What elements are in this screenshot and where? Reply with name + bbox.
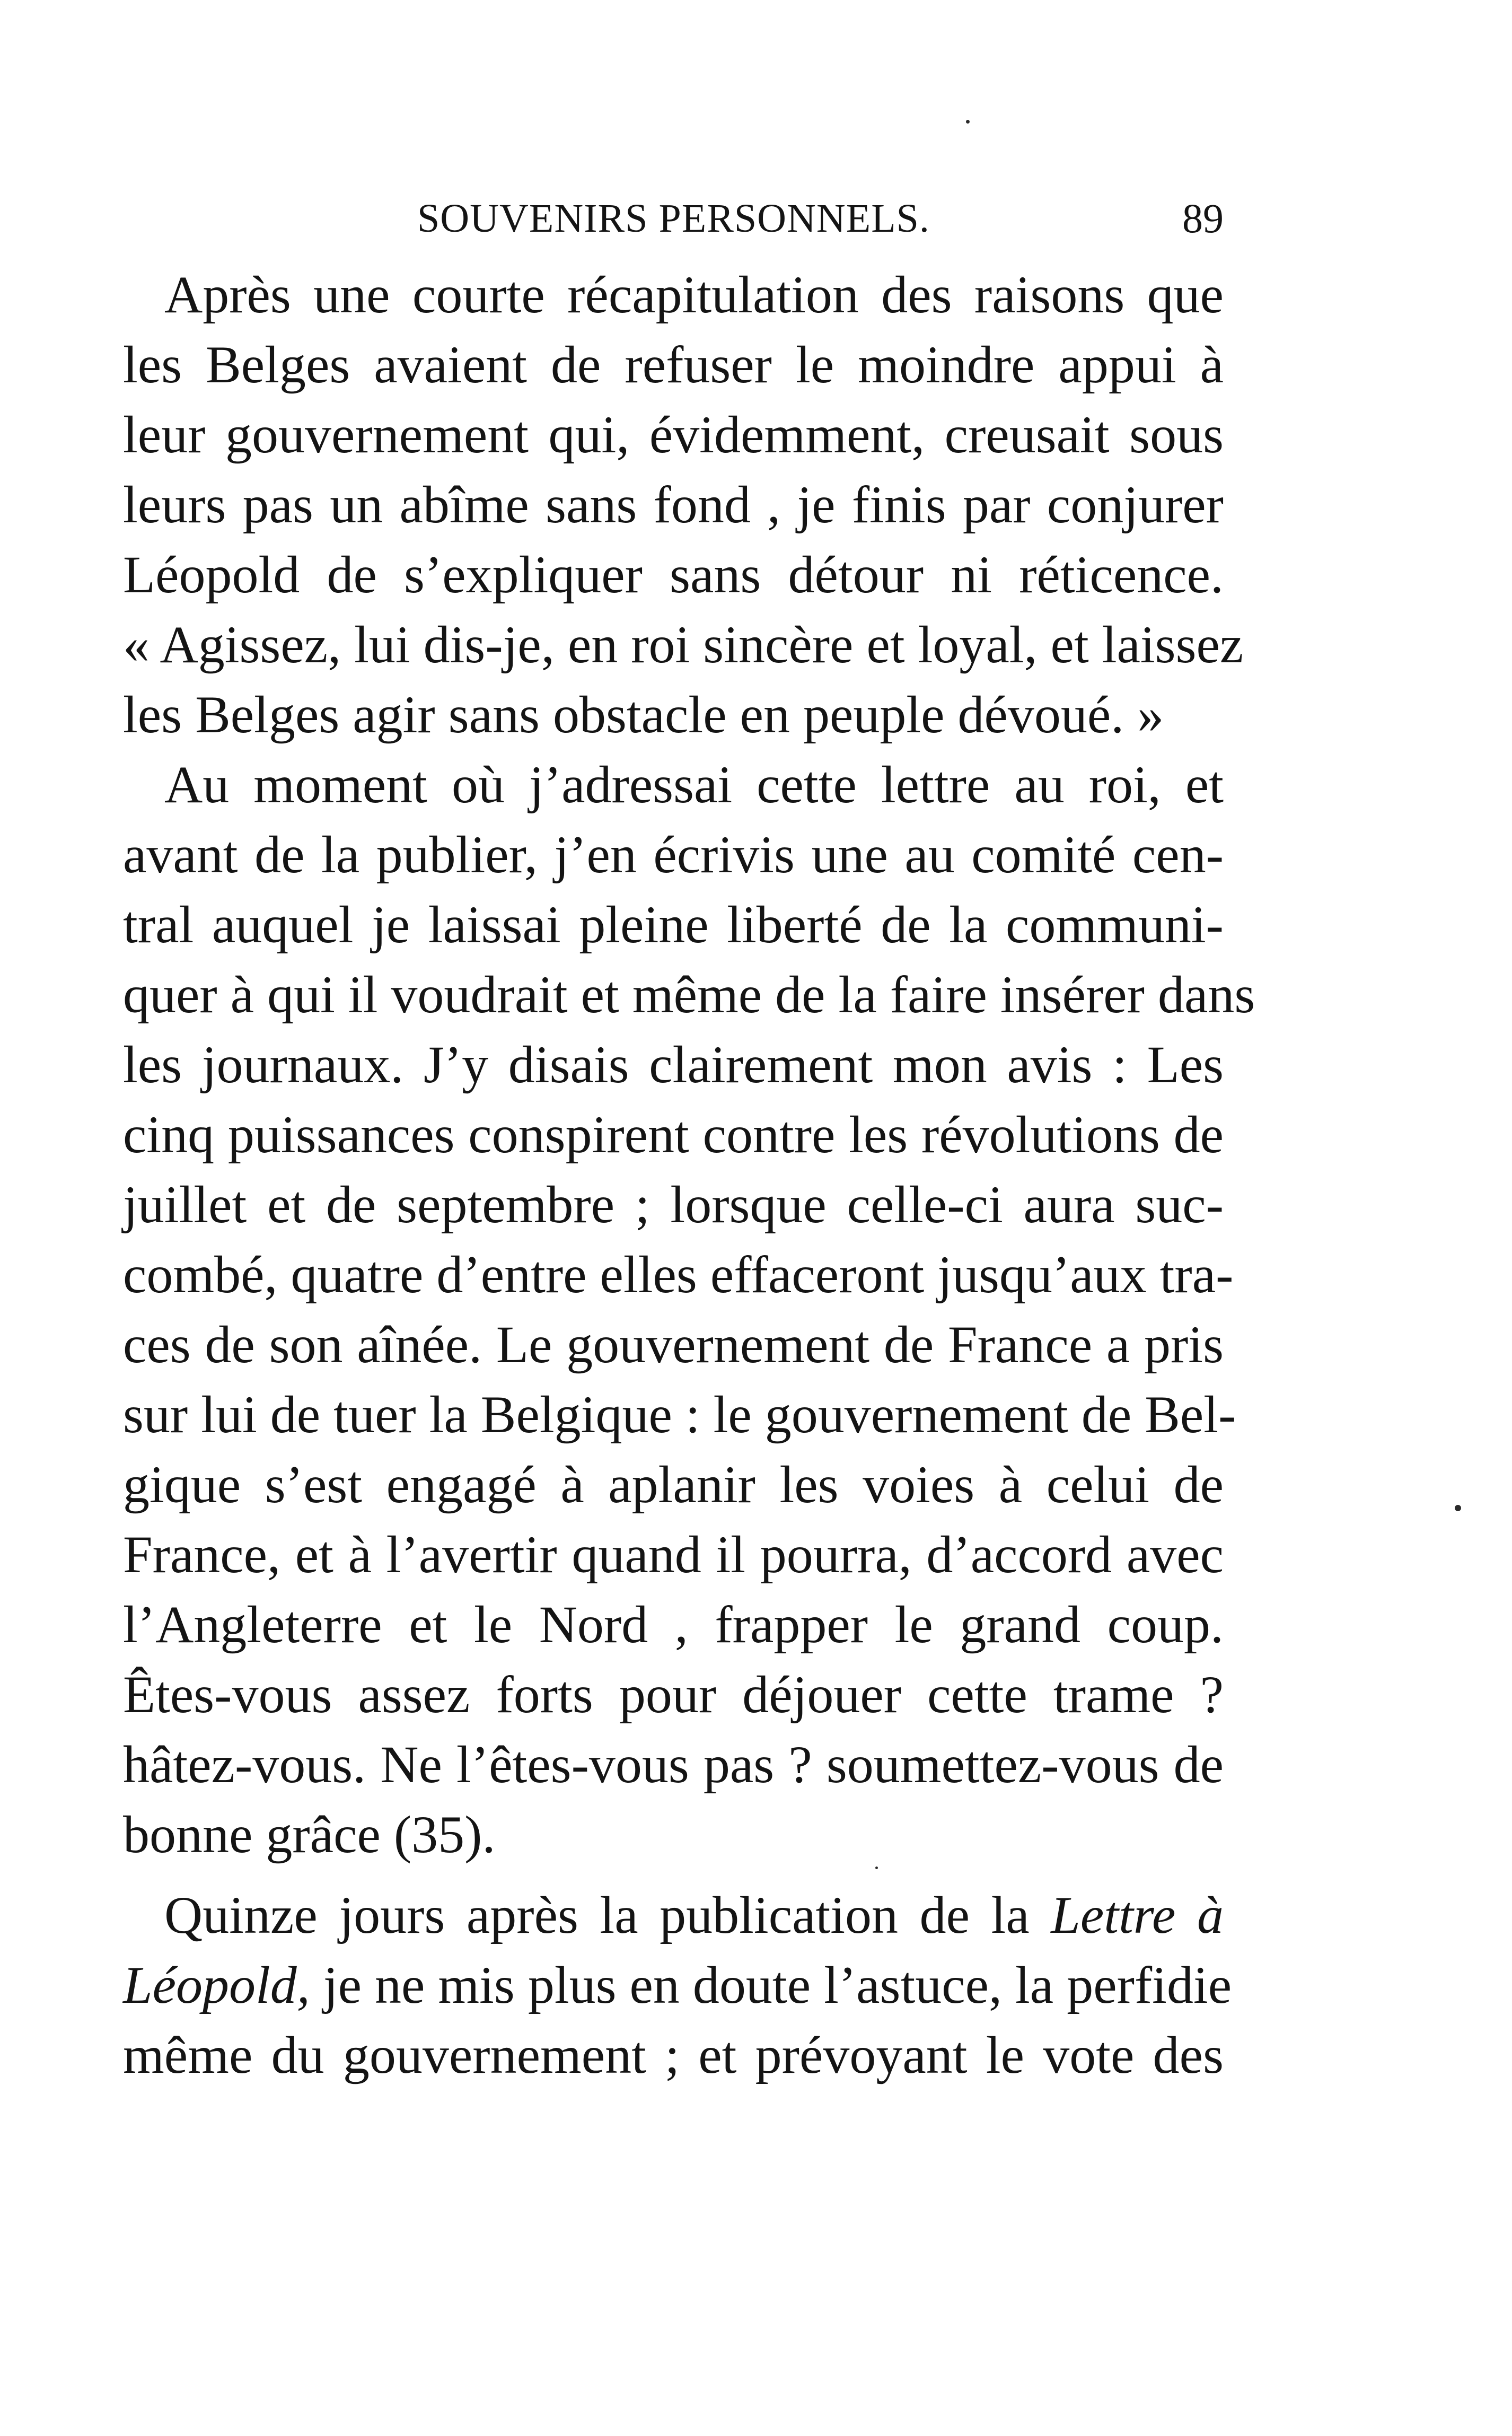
text-line: « Agissez, lui dis-je, en roi sincère et loyal, et laissez xyxy=(123,615,1244,674)
text-line: les journaux. J’y disais clairement mon avis : Les xyxy=(123,1035,1224,1094)
paragraph-2 xyxy=(123,750,1255,1870)
text-line: gique s’est engagé à aplanir les voies à celui de xyxy=(123,1455,1224,1514)
running-title: SOUVENIRS PERSONNELS. xyxy=(417,196,930,241)
text-run: je ne mis plus en doute l’astuce, la perfidie xyxy=(310,1956,1232,2014)
text-line: tral auquel je laissai pleine liberté de la communi- xyxy=(123,895,1224,954)
text-line: cinq puissances conspirent contre les révolutions de xyxy=(123,1105,1224,1164)
print-speck xyxy=(966,120,970,124)
text-line: France, et à l’avertir quand il pourra, d’accord avec xyxy=(123,1525,1224,1584)
italic-title-run: Lettre à xyxy=(1051,1886,1224,1944)
running-head xyxy=(123,192,1224,250)
print-speck xyxy=(1455,1505,1461,1511)
page-number: 89 xyxy=(1182,195,1224,241)
text-line: les Belges avaient de refuser le moindre appui à xyxy=(123,335,1224,394)
text-line: Léopold de s’expliquer sans détour ni réticence. xyxy=(123,545,1224,604)
text-line: sur lui de tuer la Belgique : le gouvernement de Bel- xyxy=(123,1385,1236,1444)
text-run: Quinze jours après la publication de la xyxy=(164,1886,1051,1944)
text-line: Êtes-vous assez forts pour déjouer cette trame ? xyxy=(123,1665,1224,1724)
paragraph-spacer xyxy=(123,1870,1224,1880)
text-line: combé, quatre d’entre elles effaceront jusqu’aux tra- xyxy=(123,1245,1234,1304)
text-line xyxy=(123,1950,1232,2020)
text-line: Au moment où j’adressai cette lettre au roi, et xyxy=(164,755,1224,814)
paragraph-3 xyxy=(123,1880,1232,2090)
text-line: leurs pas un abîme sans fond , je finis par conjurer xyxy=(123,475,1224,534)
text-line: hâtez-vous. Ne l’êtes-vous pas ? soumettez-vous de xyxy=(123,1735,1224,1794)
text-line: même du gouvernement ; et prévoyant le vote des xyxy=(123,2026,1224,2084)
text-line: ces de son aînée. Le gouvernement de France a pris xyxy=(123,1315,1224,1374)
body-text xyxy=(123,260,1255,2090)
italic-title-run: Léopold, xyxy=(123,1956,310,2014)
text-line: bonne grâce (35). xyxy=(123,1805,496,1864)
text-line: les Belges agir sans obstacle en peuple dévoué. » xyxy=(123,685,1164,744)
text-line: l’Angleterre et le Nord , frapper le grand coup. xyxy=(123,1595,1224,1654)
text-line: avant de la publier, j’en écrivis une au comité cen- xyxy=(123,825,1224,884)
text-line xyxy=(123,1880,1224,1950)
text-line: Après une courte récapitulation des raisons que xyxy=(164,265,1224,324)
text-line: juillet et de septembre ; lorsque celle-ci aura suc- xyxy=(123,1175,1224,1234)
text-line: quer à qui il voudrait et même de la faire insérer dans xyxy=(123,965,1255,1024)
paragraph-1 xyxy=(123,260,1244,750)
print-speck xyxy=(875,1867,878,1869)
text-line: leur gouvernement qui, évidemment, creusait sous xyxy=(123,405,1224,464)
